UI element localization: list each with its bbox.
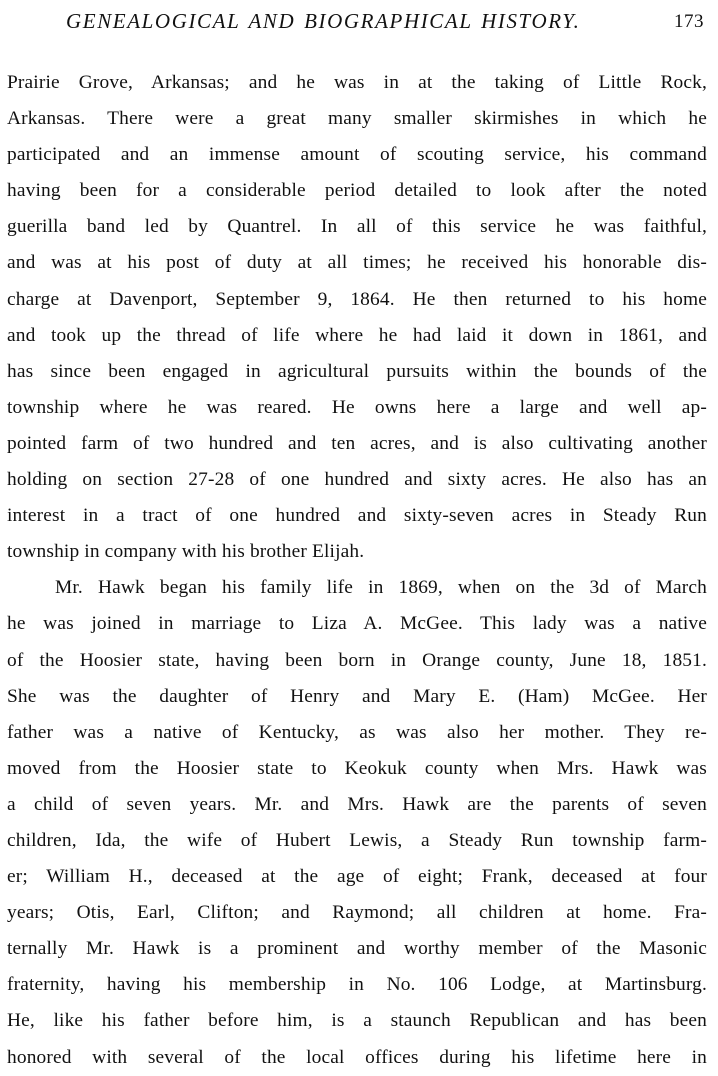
text-line: years; Otis, Earl, Clifton; and Raymond; all children at home. Fra- <box>7 902 707 924</box>
text-line: er; William H., deceased at the age of eight; Frank, deceased at four <box>7 866 707 888</box>
text-line: township where he was reared. He owns here a large and well ap- <box>7 396 707 418</box>
text-line: ternally Mr. Hawk is a prominent and worthy member of the Masonic <box>7 938 707 960</box>
text-line: having been for a considerable period detailed to look after the noted <box>7 180 707 202</box>
text-line: He, like his father before him, is a staunch Republican and has been <box>7 1010 707 1032</box>
paragraph-family-life <box>7 570 707 1075</box>
page-number: 173 <box>674 11 704 32</box>
text-line: participated and an immense amount of scouting service, his command <box>7 144 707 166</box>
body-text <box>7 65 707 1076</box>
text-line: She was the daughter of Henry and Mary E. (Ham) McGee. Her <box>7 685 707 707</box>
text-line: charge at Davenport, September 9, 1864. He then returned to his home <box>7 288 707 310</box>
running-title: GENEALOGICAL AND BIOGRAPHICAL HISTORY. <box>66 9 581 33</box>
text-line: a child of seven years. Mr. and Mrs. Hawk are the parents of seven <box>7 793 707 815</box>
text-line: children, Ida, the wife of Hubert Lewis, a Steady Run township farm- <box>7 829 707 851</box>
text-line: fraternity, having his membership in No. 106 Lodge, at Martinsburg. <box>7 974 707 996</box>
text-line: pointed farm of two hundred and ten acres, and is also cultivating another <box>7 432 707 454</box>
text-line: Mr. Hawk began his family life in 1869, when on the 3d of March <box>55 577 707 599</box>
text-line: honored with several of the local offices during his lifetime here in <box>7 1046 707 1068</box>
text-line: of the Hoosier state, having been born in Orange county, June 18, 1851. <box>7 649 707 671</box>
text-line: moved from the Hoosier state to Keokuk county when Mrs. Hawk was <box>7 757 707 779</box>
text-line: guerilla band led by Quantrel. In all of this service he was faithful, <box>7 216 707 238</box>
text-line: holding on section 27-28 of one hundred and sixty acres. He also has an <box>7 469 707 491</box>
text-line: Arkansas. There were a great many smaller skirmishes in which he <box>7 108 707 130</box>
running-head <box>66 9 708 43</box>
text-line: he was joined in marriage to Liza A. McGee. This lady was a native <box>7 613 707 635</box>
text-line: and took up the thread of life where he had laid it down in 1861, and <box>7 324 707 346</box>
text-line: township in company with his brother Elijah. <box>7 541 365 563</box>
paragraph-military-service <box>7 65 707 570</box>
text-line: father was a native of Kentucky, as was also her mother. They re- <box>7 721 707 743</box>
text-line: interest in a tract of one hundred and sixty-seven acres in Steady Run <box>7 505 707 527</box>
text-line: Prairie Grove, Arkansas; and he was in at the taking of Little Rock, <box>7 72 707 93</box>
text-line: and was at his post of duty at all times; he received his honorable dis- <box>7 252 707 274</box>
text-line: has since been engaged in agricultural pursuits within the bounds of the <box>7 360 707 382</box>
